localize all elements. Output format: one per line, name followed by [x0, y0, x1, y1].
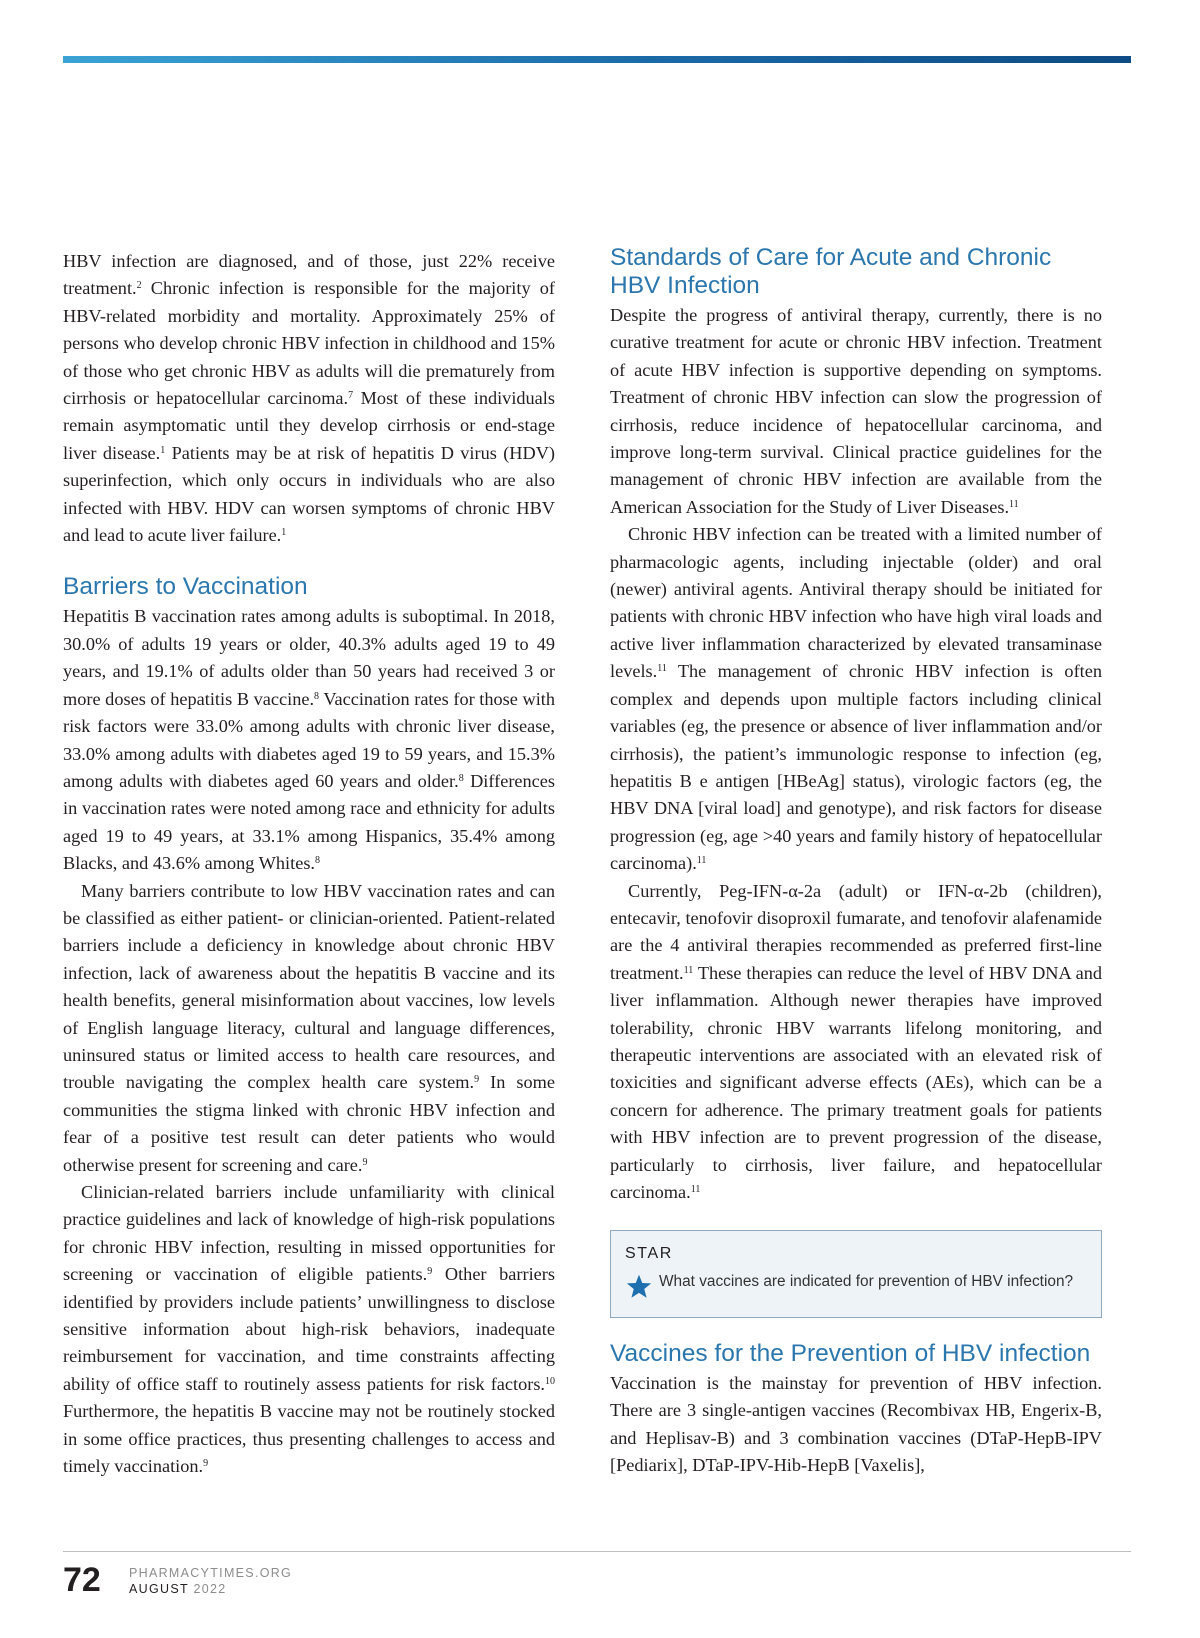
paragraph-clinician-barriers: Clinician-related barriers include unfamiliarity with clinical practice guidelines and lack of knowledge of high-risk populations for chronic HBV infection, resulting in missed opportunities for screening or vaccination of eligible patients.$^9$ Other barriers identified by providers include patients’ unwillingness to disclose sensitive information about high-risk behaviors, inadequate reimbursement for vaccination, and time constraints affecting ability of office staff to routinely assess patients for risk factors.$^{10}$ Furthermore, the hepatitis B vaccine may not be routinely stocked in some office practices, thus presenting challenges to access and timely vaccination.$^9$	[63, 1182, 555, 1477]
star-callout-row	[625, 1272, 1087, 1301]
section-heading-barriers: Barriers to Vaccination	[63, 573, 308, 601]
page-number: 72	[63, 1561, 101, 1599]
star-callout-title: STAR	[625, 1245, 673, 1263]
footer-month: AUGUST	[129, 1582, 189, 1596]
star-callout-question: What vaccines are indicated for prevention of HBV infection?	[659, 1272, 1074, 1290]
star-icon	[625, 1273, 653, 1301]
right-column	[610, 244, 1102, 1479]
paragraph-standards: Despite the progress of antiviral therapy, currently, there is no curative treatment for acute or chronic HBV infection. Treatment of acute HBV infection is supportive depending on symptoms. Treatment of chronic HBV infection can slow the progression of cirrhosis, reduce incidence of hepatocellular carcinoma, and improve long-term survival. Clinical practice guidelines for the management of chronic HBV infection are available from the American Association for the Study of Liver Diseases.$^{11}$	[610, 305, 1102, 517]
left-column	[63, 248, 555, 1480]
star-callout-box	[610, 1230, 1102, 1317]
paragraph-vaccines: Vaccination is the mainstay for prevention of HBV infection. There are 3 single-antigen vaccines (Recombivax HB, Engerix-B, and Heplisav-B) and 3 combination vaccines (DTaP-HepB-IPV [Pediarix], DTaP-IPV-Hib-HepB [Vaxelis],	[610, 1372, 1102, 1476]
footer-issue-date	[129, 1582, 226, 1597]
paragraph-vaccination-rates: Hepatitis B vaccination rates among adults is suboptimal. In 2018, 30.0% of adults 19 years or older, 40.3% adults aged 19 to 49 years, and 19.1% of adults older than 50 years had received 3 or more doses of hepatitis B vaccine.$^8$ Vaccination rates for those with risk factors were 33.0% among adults with chronic liver disease, 33.0% among adults with diabetes aged 19 to 59 years, and 15.3% among adults with diabetes aged 60 years and older.$^8$ Differences in vaccination rates were noted among race and ethnicity for adults aged 19 to 49 years, at 33.1% among Hispanics, 35.4% among Blacks, and 43.6% among Whites.$^8$	[63, 606, 556, 874]
paragraph-first-line-therapies: Currently, Peg-IFN-α-2a (adult) or IFN-α-2b (children), entecavir, tenofovir disoproxil fumarate, and tenofovir alafenamide are the 4 antiviral therapies recommended as preferred first-line treatment.$^{11}$ These therapies can reduce the level of HBV DNA and liver inflammation. Although newer therapies have improved tolerability, chronic HBV warrants lifelong monitoring, and therapeutic interventions are associated with an elevated risk of toxicities and significant adverse effects (AEs), which can be a concern for adherence. The primary treatment goals for patients with HBV infection are to prevent progression of the disease, particularly to cirrhosis, liver failure, and hepatocellular carcinoma.$^{11}$	[610, 880, 1102, 1202]
footer-year: 2022	[193, 1582, 227, 1596]
header-accent-bar	[63, 56, 1131, 63]
section-heading-vaccines: Vaccines for the Prevention of HBV infection	[610, 1339, 1091, 1367]
section-heading-standards-of-care: Standards of Care for Acute and Chronic HBV Infection	[610, 244, 1052, 299]
footer-site: PHARMACYTIMES.ORG	[129, 1566, 293, 1580]
paragraph-patient-barriers: Many barriers contribute to low HBV vaccination rates and can be classified as either patient- or clinician-oriented. Patient-related barriers include a deficiency in knowledge about chronic HBV infection, lack of awareness about the hepatitis B vaccine and its health benefits, general misinformation about vaccines, low levels of English language literacy, cultural and language differences, uninsured status or limited access to health care resources, and trouble navigating the complex health care system.$^9$ In some communities the stigma linked with chronic HBV infection and fear of a positive test result can deter patients who would otherwise present for screening and care.$^9$	[63, 880, 556, 1175]
paragraph-intro: HBV infection are diagnosed, and of those, just 22% receive treatment.$^2$ Chronic infection is responsible for the majority of HBV-related morbidity and mortality. Approximately 25% of persons who develop chronic HBV infection in childhood and 15% of those who get chronic HBV as adults will die prematurely from cirrhosis or hepatocellular carcinoma.$^7$ Most of these individuals remain asymptomatic until they develop cirrhosis or end-stage liver disease.$^1$ Patients may be at risk of hepatitis D virus (HDV) superinfection, which only occurs in individuals who are also infected with HBV. HDV can worsen symptoms of chronic HBV and lead to acute liver failure.$^1$	[63, 251, 555, 546]
paragraph-pharmacologic-agents: Chronic HBV infection can be treated with a limited number of pharmacologic agents, including injectable (older) and oral (newer) antiviral agents. Antiviral therapy should be initiated for patients with chronic HBV infection who have high viral loads and active liver inflammation characterized by elevated transaminase levels.$^{11}$ The management of chronic HBV infection is often complex and depends upon multiple factors including clinical variables (eg, the presence or absence of liver inflammation and/or cirrhosis), the patient’s immunologic response to infection (eg, hepatitis B e antigen [HBeAg] status), virologic factors (eg, the HBV DNA [viral load] and genotype), and risk factors for disease progression (eg, age >40 years and family history of hepatocellular carcinoma).$^{11}$	[610, 524, 1102, 874]
footer-divider	[63, 1551, 1131, 1552]
